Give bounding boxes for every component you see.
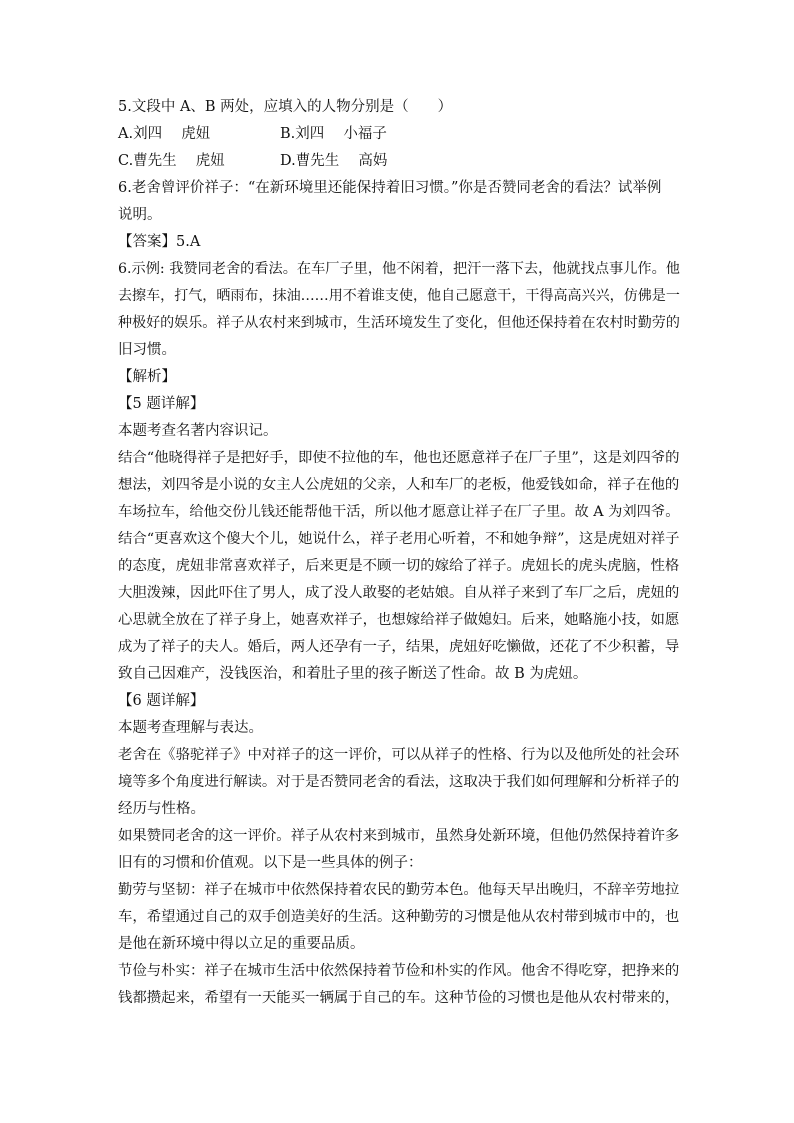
answer-paragraph-line: 去擦车，打气，晒雨布，抹油……用不着谁支使，他自己愿意干，干得高高兴兴，仿佛是一 <box>118 288 680 304</box>
q6-detail-line: 经历与性格。 <box>118 801 205 817</box>
q6-detail-line: 如果赞同老舍的这一评价。祥子从农村来到城市，虽然身处新环境，但他仍然保持着许多 <box>118 828 680 844</box>
option-b: B.刘四 小福子 <box>280 126 387 142</box>
q5-detail-line: 车场拉车，给他交份儿钱还能帮他干活，所以他才愿意让祥子在厂子里。故 A 为刘四爷。 <box>118 504 680 520</box>
q5-detail-line: 结合“更喜欢这个傻大个儿，她说什么，祥子老用心听着，不和她争辩”，这是虎妞对祥子 <box>118 531 680 547</box>
question-5-options-row-2 <box>118 148 680 175</box>
question-5-stem: 5.文段中 A、B 两处，应填入的人物分别是（ ） <box>118 99 453 115</box>
q6-detail-line: 本题考查理解与表达。 <box>118 720 263 736</box>
q6-detail-line: 勤劳与坚韧：祥子在城市中依然保持着农民的勤劳本色。他每天早出晚归，不辞辛劳地拉 <box>118 882 680 898</box>
analysis-header: 【解析】 <box>118 369 176 385</box>
answer-paragraph-line: 旧习惯。 <box>118 342 176 358</box>
q5-detail-line: 心思就全放在了祥子身上，她喜欢祥子，也想嫁给祥子做媳妇。后来，她略施小技，如愿 <box>118 612 680 628</box>
q6-detail-line: 是他在新环境中得以立足的重要品质。 <box>118 936 365 952</box>
q5-detail-line: 想法，刘四爷是小说的女主人公虎妞的父亲，人和车厂的老板，他爱钱如命，祥子在他的 <box>118 477 680 493</box>
q5-detail-line: 成为了祥子的夫人。婚后，两人还孕有一子，结果，虎妞好吃懒做，还花了不少积蓄，导 <box>118 639 680 655</box>
q6-detail-header: 【6 题详解】 <box>118 693 205 709</box>
answer-label: 【答案】5.A <box>118 234 201 250</box>
document-page <box>118 94 680 1012</box>
option-d: D.曹先生 高妈 <box>280 153 388 169</box>
q6-detail-line: 钱都攒起来，希望有一天能买一辆属于自己的车。这种节俭的习惯也是他从农村带来的， <box>118 990 680 1006</box>
option-c: C.曹先生 虎妞 <box>118 153 225 169</box>
question-6-line-2: 说明。 <box>118 207 162 223</box>
option-a: A.刘四 虎妞 <box>118 126 211 142</box>
q5-detail-line: 本题考查名著内容识记。 <box>118 423 278 439</box>
q6-detail-line: 车，希望通过自己的双手创造美好的生活。这种勤劳的习惯是他从农村带到城市中的，也 <box>118 909 680 925</box>
answer-paragraph-line: 种极好的娱乐。祥子从农村来到城市，生活环境发生了变化，但他还保持着在农村时勤劳的 <box>118 315 680 331</box>
q6-detail-line: 境等多个角度进行解读。对于是否赞同老舍的看法，这取决于我们如何理解和分析祥子的 <box>118 774 680 790</box>
q5-detail-header: 【5 题详解】 <box>118 396 205 412</box>
q6-detail-line: 老舍在《骆驼祥子》中对祥子的这一评价，可以从祥子的性格、行为以及他所处的社会环 <box>118 747 680 763</box>
q6-detail-line: 旧有的习惯和价值观。以下是一些具体的例子： <box>118 855 423 871</box>
question-5-options-row-1 <box>118 121 680 148</box>
q5-detail-line: 的态度，虎妞非常喜欢祥子，后来更是不顾一切的嫁给了祥子。虎妞长的虎头虎脑，性格 <box>118 558 680 574</box>
q5-detail-line: 致自己因难产，没钱医治，和着肚子里的孩子断送了性命。故 B 为虎妞。 <box>118 666 588 682</box>
answer-paragraph-line: 6.示例: 我赞同老舍的看法。在车厂子里，他不闲着，把汗一落下去，他就找点事儿作。他 <box>118 261 680 277</box>
q5-detail-line: 大胆泼辣，因此吓住了男人，成了没人敢娶的老姑娘。自从祥子来到了车厂之后，虎妞的 <box>118 585 680 601</box>
q6-detail-line: 节俭与朴实：祥子在城市生活中依然保持着节俭和朴实的作风。他舍不得吃穿，把挣来的 <box>118 963 680 979</box>
q5-detail-line: 结合“他晓得祥子是把好手，即使不拉他的车，他也还愿意祥子在厂子里”，这是刘四爷的 <box>118 450 680 466</box>
question-6-line-1: 6.老舍曾评价祥子：“在新环境里还能保持着旧习惯。”你是否赞同老舍的看法？试举例 <box>118 180 662 196</box>
